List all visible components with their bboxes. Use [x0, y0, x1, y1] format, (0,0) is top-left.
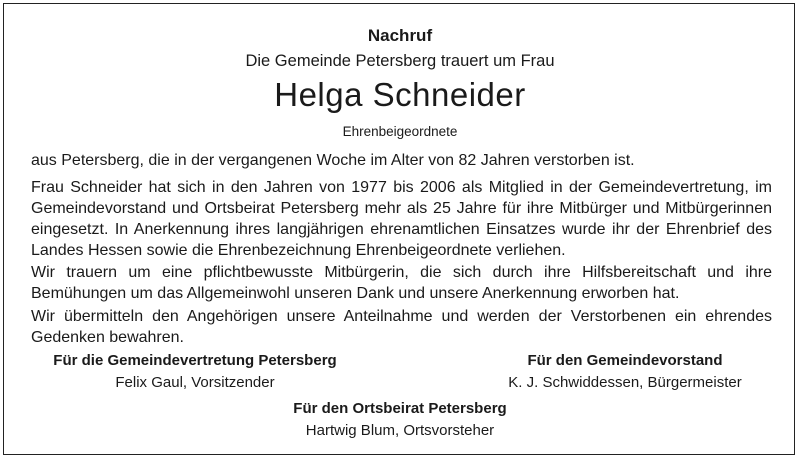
signature-municipal-council [30, 350, 360, 394]
signature-municipal-board [470, 350, 780, 394]
intro-line: Die Gemeinde Petersberg trauert um Frau [245, 52, 555, 70]
signature-person: Felix Gaul, Vorsitzender [115, 374, 275, 391]
paragraph-mourning: Wir trauern um eine pflichtbewusste Mitbürgerin, die sich durch ihre Hilfsbereitschaft und ihre Bemühungen um das Allgemeinwohl unseren Dank und unsere Anerkennung erworben hat. [31, 264, 772, 302]
signature-org: Für den Gemeindevorstand [527, 352, 723, 369]
paragraph-residence: aus Petersberg, die in der vergangenen Woche im Alter von 82 Jahren verstorben ist. [31, 152, 635, 169]
honorary-title: Ehrenbeigeordnete [342, 124, 458, 139]
signature-org: Für die Gemeindevertretung Petersberg [53, 352, 337, 369]
signature-local-council [235, 398, 565, 442]
signature-org: Für den Ortsbeirat Petersberg [293, 400, 507, 417]
notice-heading: Nachruf [367, 26, 433, 45]
signature-person: K. J. Schwiddessen, Bürgermeister [508, 374, 742, 391]
paragraph-condolence: Wir übermitteln den Angehörigen unsere Anteilnahme und werden der Verstorbenen ein ehrendes Gedenken bewahren. [31, 308, 772, 346]
signature-person: Hartwig Blum, Ortsvorsteher [305, 422, 495, 439]
deceased-name: Helga Schneider [274, 76, 526, 113]
paragraph-service: Frau Schneider hat sich in den Jahren von 1977 bis 2006 als Mitglied in der Gemeindevertretung, im Gemeindevorstand und Ortsbeirat Petersberg mehr als 25 Jahre für ihre Mitbürger und Mitbürgerinnen eingesetzt. In Anerkennung ihres langjährigen ehrenamtlichen Einsatzes wurde ihr der Ehrenbrief des Landes Hessen sowie die Ehrenbezeichnung Ehrenbeigeordnete verliehen. [31, 179, 772, 259]
